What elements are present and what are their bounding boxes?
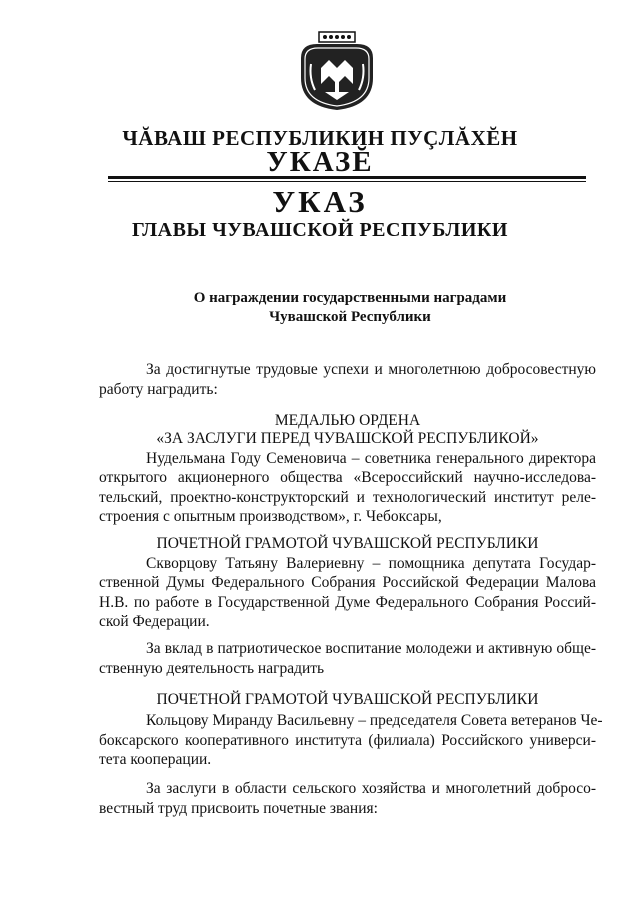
- decree-title-line-1: О награждении государственными наградами: [193, 290, 507, 306]
- intro3-line-1: За заслуги в области сельского хозяйства и многолетний добросо-: [146, 780, 596, 797]
- section1-heading-1: МЕДАЛЬЮ ОРДЕНА: [274, 412, 421, 429]
- header-glava: ГЛАВЫ ЧУВАШСКОЙ РЕСПУБЛИКИ: [132, 219, 508, 241]
- section1-line-4: строения с опытным производством», г. Чебоксары,: [99, 508, 442, 525]
- decree-title-line-2: Чувашской Республики: [269, 309, 431, 325]
- chuvash-emblem-icon: [295, 28, 379, 112]
- header-chuvash-ukaze: УКАЗĔ: [266, 146, 374, 178]
- section3-heading: ПОЧЕТНОЙ ГРАМОТОЙ ЧУВАШСКОЙ РЕСПУБЛИКИ: [156, 691, 539, 708]
- section2-line-2: ственной Думы Федерального Собрания Российской Федерации Малова: [99, 574, 596, 591]
- section1-heading-2: «ЗА ЗАСЛУГИ ПЕРЕД ЧУВАШСКОЙ РЕСПУБЛИКОЙ»: [156, 430, 539, 447]
- section2-line-3: Н.В. по работе в Государственной Думе Федерального Собрания Россий-: [99, 594, 596, 611]
- header-divider-thick: [108, 176, 586, 179]
- header-divider-thin: [108, 181, 586, 182]
- section1-line-1: Нудельмана Году Семеновича – советника генерального директора: [146, 450, 596, 467]
- section2-line-4: ской Федерации.: [99, 613, 210, 630]
- intro-line-2: работу наградить:: [99, 381, 218, 398]
- section2-heading: ПОЧЕТНОЙ ГРАМОТОЙ ЧУВАШСКОЙ РЕСПУБЛИКИ: [156, 535, 539, 552]
- intro2-line-2: ственную деятельность наградить: [99, 660, 325, 677]
- header-ukaz: УКАЗ: [272, 184, 368, 219]
- intro-line-1: За достигнутые трудовые успехи и многолетнюю добросовестную: [146, 361, 596, 378]
- header-chuvash-line: ЧĂВАШ РЕСПУБЛИКИН ПУÇЛĂХĔН: [122, 126, 518, 150]
- section3-line-1: Кольцову Миранду Васильевну – председателя Совета ветеранов Че-: [146, 712, 603, 729]
- section2-line-1: Скворцову Татьяну Валериевну – помощника депутата Государ-: [146, 555, 596, 572]
- intro2-line-1: За вклад в патриотическое воспитание молодежи и активную обще-: [146, 640, 596, 657]
- section3-line-3: тета кооперации.: [99, 751, 212, 768]
- section1-line-3: тельский, проектно-конструкторский и технологический институт реле-: [99, 489, 596, 506]
- section1-line-2: открытого акционерного общества «Всероссийский научно-исследова-: [99, 469, 596, 486]
- intro3-line-2: вестный труд присвоить почетные звания:: [99, 800, 378, 817]
- section3-line-2: боксарского кооперативного института (филиала) Российского универси-: [99, 732, 596, 749]
